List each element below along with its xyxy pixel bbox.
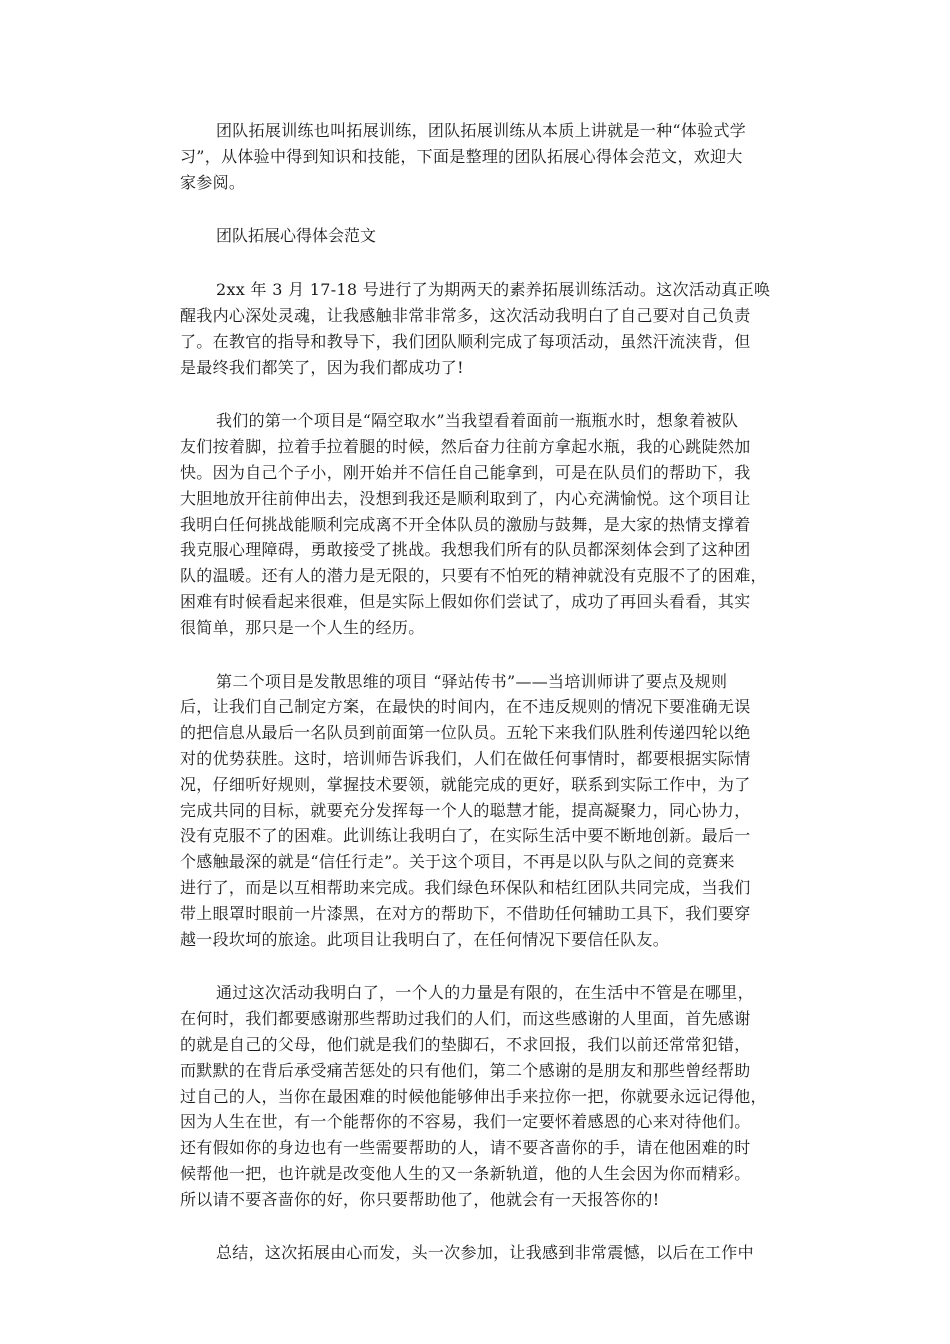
text-line: 个感触最深的就是“信任行走”。关于这个项目，不再是以队与队之间的竞赛来 (180, 852, 735, 872)
document-body (180, 118, 780, 1294)
text-line: 越一段坎坷的旅途。此项目让我明白了，在任何情况下要信任队友。 (180, 929, 670, 949)
text-line: 的就是自己的父母，他们就是我们的垫脚石，不求回报，我们以前还常常犯错， (180, 1034, 751, 1054)
text-line: 团队拓展训练也叫拓展训练，团队拓展训练从本质上讲就是一种“体验式学 (216, 121, 747, 140)
text-line: 通过这次活动我明白了，一个人的力量是有限的，在生活中不管是在哪里， (216, 983, 754, 1003)
text-line: 我们的第一个项目是“隔空取水”当我望看着面前一瓶瓶水时，想象着被队 (216, 411, 739, 431)
text-line: 我克服心理障碍，勇敢接受了挑战。我想我们所有的队员都深刻体会到了这种团 (180, 540, 751, 560)
text-line: 后，让我们自己制定方案，在最快的时间内，在不违反规则的情况下要准确无误 (180, 697, 751, 717)
text-line: 完成共同的目标，就要充分发挥每一个人的聪慧才能，提高凝聚力，同心协力， (180, 800, 751, 820)
text-line: 快。因为自己个子小，刚开始并不信任自己能拿到，可是在队员们的帮助下，我 (180, 462, 751, 482)
paragraph-3 (180, 669, 780, 953)
paragraph-4 (180, 980, 780, 1212)
text-line: 我明白任何挑战能顺利完成离不开全体队员的激励与鼓舞，是大家的热情支撑着 (180, 514, 751, 534)
text-line: 队的温暖。还有人的潜力是无限的，只要有不怕死的精神就没有克服不了的困难， (180, 566, 767, 586)
section-title: 团队拓展心得体会范文 (216, 226, 377, 246)
text-line: 了。在教官的指导和教导下，我们团队顺利完成了每项活动，虽然汗流浃背，但 (180, 331, 751, 351)
paragraph-1 (180, 277, 780, 380)
text-line: 是最终我们都笑了，因为我们都成功了! (180, 357, 464, 377)
text-line: 所以请不要吝啬你的好，你只要帮助他了，他就会有一天报答你的! (180, 1189, 660, 1209)
text-line: 因为人生在世，有一个能帮你的不容易，我们一定要怀着感恩的心来对待他们。 (180, 1112, 751, 1132)
text-line: 而默默的在背后承受痛苦惩处的只有他们，第二个感谢的是朋友和那些曾经帮助 (180, 1060, 751, 1080)
paragraph-5 (180, 1240, 780, 1266)
text-line: 进行了，而是以互相帮助来完成。我们绿色环保队和桔红团队共同完成，当我们 (180, 877, 751, 897)
text-line: 候帮他一把，也许就是改变他人生的又一条新轨道，他的人生会因为你而精彩。 (180, 1163, 751, 1183)
text-line: 在何时，我们都要感谢那些帮助过我们的人们，而这些感谢的人里面，首先感谢 (180, 1009, 751, 1029)
text-line: 对的优势获胜。这时，培训师告诉我们，人们在做任何事情时，都要根据实际情 (180, 748, 751, 768)
text-line: 过自己的人，当你在最困难的时候他能够伸出手来拉你一把，你就要永远记得他， (180, 1086, 767, 1106)
text-line: 困难有时候看起来很难，但是实际上假如你们尝试了，成功了再回头看看，其实 (180, 591, 751, 611)
text-line: 2xx 年 3 月 17-18 号进行了为期两天的素养拓展训练活动。这次活动真正唤 (216, 280, 771, 300)
text-line: 总结，这次拓展由心而发，头一次参加，让我感到非常震憾，以后在工作中 (216, 1243, 754, 1263)
text-line: 的把信息从最后一名队员到前面第一位队员。五轮下来我们队胜利传递四轮以绝 (180, 723, 751, 743)
text-line: 很简单，那只是一个人生的经历。 (180, 617, 425, 637)
text-line: 没有克服不了的困难。此训练让我明白了，在实际生活中要不断地创新。最后一 (180, 826, 751, 846)
text-line: 大胆地放开往前伸出去，没想到我还是顺利取到了，内心充满愉悦。这个项目让 (180, 488, 751, 508)
text-line: 带上眼罩时眼前一片漆黑，在对方的帮助下，不借助任何辅助工具下，我们要穿 (180, 903, 751, 923)
text-line: 家参阅。 (180, 172, 246, 192)
text-line: 还有假如你的身边也有一些需要帮助的人，请不要吝啬你的手，请在他困难的时 (180, 1138, 751, 1158)
text-line: 醒我内心深处灵魂，让我感触非常非常多，这次活动我明白了自己要对自己负责 (180, 305, 751, 325)
text-line: 况，仔细听好规则，掌握技术要领，就能完成的更好，联系到实际工作中，为了 (180, 774, 751, 794)
text-line: 习”，从体验中得到知识和技能，下面是整理的团队拓展心得体会范文，欢迎大 (180, 146, 743, 166)
text-line: 第二个项目是发散思维的项目 “驿站传书”——当培训师讲了要点及规则 (216, 671, 728, 691)
paragraph-2 (180, 408, 780, 640)
intro-paragraph (180, 118, 780, 195)
text-line: 友们按着脚，拉着手拉着腿的时候，然后奋力往前方拿起水瓶，我的心跳陡然加 (180, 437, 751, 457)
